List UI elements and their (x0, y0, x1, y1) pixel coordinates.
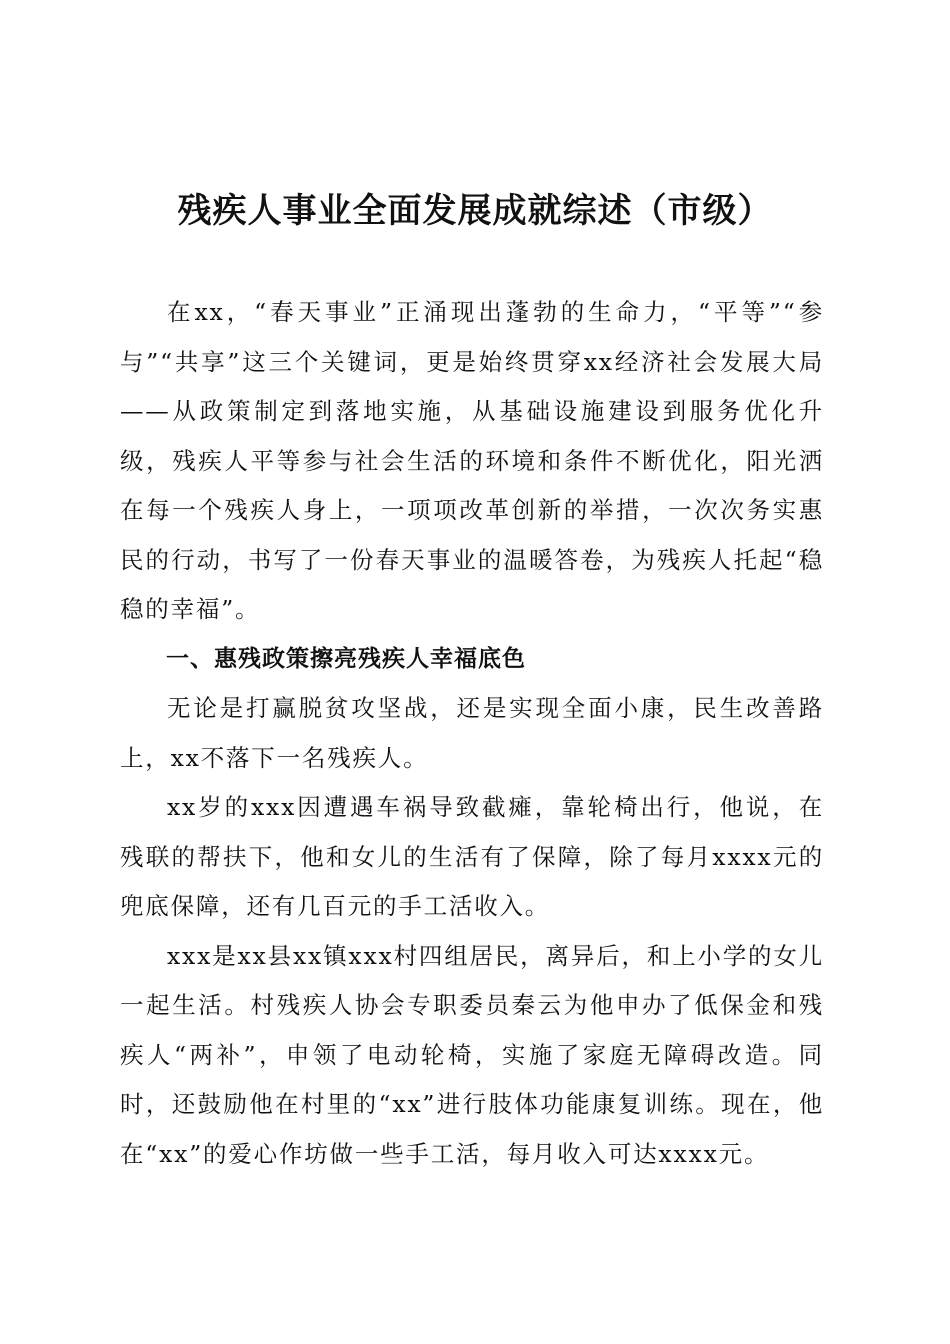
document-title: 残疾人事业全面发展成就综述（市级） (177, 191, 773, 231)
section-paragraph-3: xxx是xx县xx镇xxx村四组居民，离异后，和上小学的女儿一起生活。村残疾人协会专职委员秦云为他申办了低保金和残疾人“两补”，申领了电动轮椅，实施了家庭无障碍改造。同时，还鼓励他在村里的“xx”进行肢体功能康复训练。现在，他在“xx”的爱心作坊做一些手工活，每月收入可达xxxx元。 (120, 941, 824, 1168)
section-paragraph-2: xx岁的xxx因遭遇车祸导致截瘫，靠轮椅出行，他说，在残联的帮扶下，他和女儿的生活有了保障，除了每月xxxx元的兜底保障，还有几百元的手工活收入。 (120, 793, 824, 920)
intro-paragraph: 在xx，“春天事业”正涌现出蓬勃的生命力，“平等”“参与”“共享”这三个关键词，更是始终贯穿xx经济社会发展大局——从政策制定到落地实施，从基础设施建设到服务优化升级，残疾人平等参与社会生活的环境和条件不断优化，阳光洒在每一个残疾人身上，一项项改革创新的举措，一次次务实惠民的行动，书写了一份春天事业的温暖答卷，为残疾人托起“稳稳的幸福”。 (120, 298, 824, 623)
section-heading: 一、惠残政策擦亮残疾人幸福底色 (166, 645, 526, 672)
section-paragraph-1: 无论是打赢脱贫攻坚战，还是实现全面小康，民生改善路上，xx不落下一名残疾人。 (120, 694, 824, 772)
document-body (120, 288, 824, 1179)
